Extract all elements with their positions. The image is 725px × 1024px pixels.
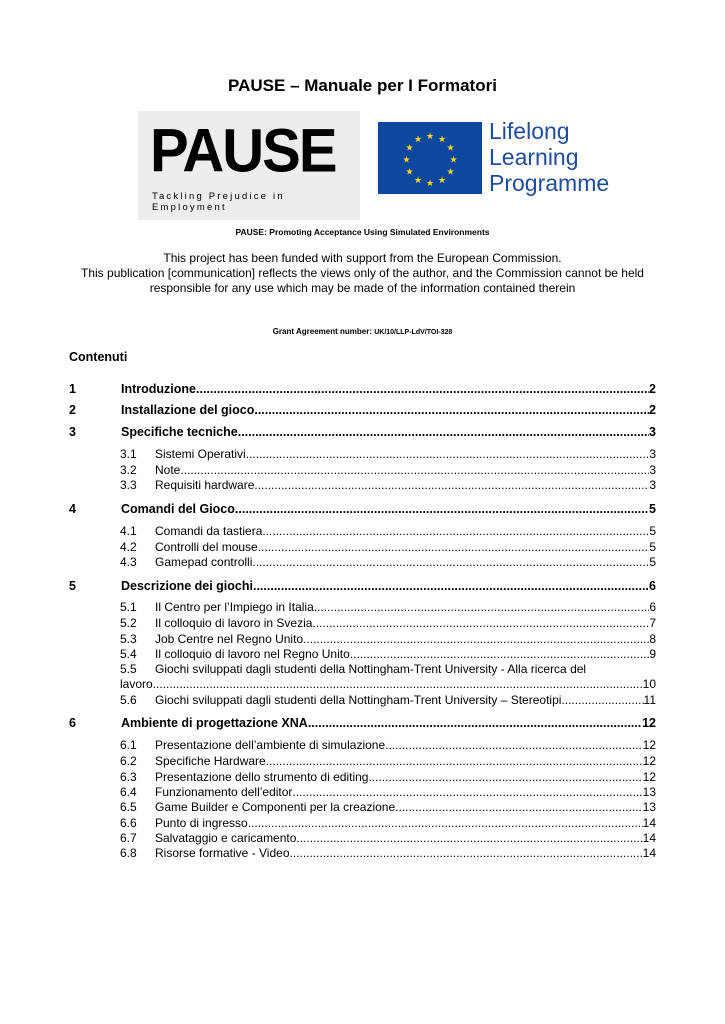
toc-entry-link[interactable] — [155, 478, 656, 492]
toc-entry-page: 10 — [642, 677, 656, 691]
toc-entry-page: 12 — [642, 770, 656, 784]
toc-entry-label: Sistemi Operativi — [155, 447, 246, 461]
toc-leader-dots — [254, 478, 649, 492]
svg-text:★: ★ — [425, 179, 435, 189]
toc-entry-number: 5.5 — [120, 662, 137, 676]
toc-leader-dots — [290, 846, 643, 860]
toc-leader-dots — [395, 800, 643, 814]
toc-entry-page: 3 — [649, 463, 656, 477]
svg-text:★: ★ — [413, 135, 423, 145]
toc-leader-dots — [350, 647, 650, 661]
toc-leader-dots — [385, 738, 643, 752]
toc-entry-number: 5.1 — [120, 600, 137, 614]
toc-entry-label: Giochi sviluppati dagli studenti della Nottingham-Trent University – Stereotipi — [155, 693, 562, 707]
toc-entry-link[interactable] — [155, 738, 656, 752]
toc-entry-link[interactable] — [155, 632, 656, 646]
toc-entry-link[interactable] — [121, 403, 656, 417]
toc-entry-label: Il colloquio di lavoro in Svezia — [155, 616, 313, 630]
toc-entry-link[interactable] — [155, 600, 656, 614]
grant-number: UK/10/LLP-LdV/TOI-328 — [374, 329, 453, 336]
funding-line: This project has been funded with support from the European Commission. — [163, 251, 562, 265]
toc-entry-page: 8 — [649, 632, 656, 646]
toc-leader-dots — [314, 600, 650, 614]
toc-entry-link[interactable] — [155, 693, 656, 707]
toc-entry-label: Introduzione — [121, 382, 196, 396]
toc-entry-page: 2 — [649, 403, 656, 417]
toc-entry-label: Punto di ingresso — [155, 816, 248, 830]
toc-entry-label: Job Centre nel Regno Unito — [155, 632, 304, 646]
toc-entry-number: 6.6 — [120, 816, 137, 830]
svg-text:★: ★ — [405, 143, 414, 154]
toc-entry-page: 3 — [649, 447, 656, 461]
toc-entry-number: 4.2 — [120, 540, 137, 554]
toc-entry-link[interactable] — [155, 754, 656, 768]
svg-text:★: ★ — [402, 155, 411, 166]
toc-entry-label: Requisiti hardware — [155, 478, 255, 492]
toc-entry-label: Specifiche tecniche — [121, 425, 238, 439]
pause-logo-tagline: Tackling Prejudice in Employment — [152, 191, 285, 213]
toc-leader-dots — [153, 677, 643, 691]
toc-leader-dots — [254, 403, 649, 417]
toc-entry-number: 1 — [69, 382, 76, 396]
document-title: PAUSE – Manuale per I Formatori — [228, 76, 497, 95]
toc-entry-link[interactable] — [155, 846, 656, 860]
toc-entry-link[interactable] — [121, 502, 656, 516]
llp-logo-line: Programme — [489, 170, 610, 196]
funding-disclaimer — [40, 251, 685, 296]
toc-entry-number: 3.3 — [120, 478, 137, 492]
toc-entry-page: 11 — [643, 693, 656, 707]
toc-entry-label: Ambiente di progettazione XNA — [121, 716, 308, 730]
toc-entry-number: 6.1 — [120, 738, 137, 752]
svg-text:★: ★ — [425, 132, 435, 142]
llp-logo-line: Lifelong — [489, 118, 570, 144]
svg-text:★: ★ — [446, 143, 455, 154]
toc-entry-label: Presentazione dell’ambiente di simulazione — [155, 738, 386, 752]
toc-entry-page: 5 — [649, 502, 656, 516]
toc-entry-page: 5 — [649, 540, 656, 554]
toc-leader-dots — [561, 693, 643, 707]
toc-entry-number: 6.8 — [120, 846, 137, 860]
toc-entry-number: 6.7 — [120, 831, 137, 845]
toc-entry-link[interactable] — [155, 540, 656, 554]
toc-entry-label: Presentazione dello strumento di editing — [155, 770, 369, 784]
toc-entry-link[interactable] — [155, 463, 656, 477]
llp-logo-line: Learning — [489, 144, 579, 170]
toc-leader-dots — [266, 754, 643, 768]
toc-entry-label: lavoro — [120, 677, 153, 691]
toc-entry-link[interactable] — [155, 831, 656, 845]
toc-entry-number: 5.6 — [120, 693, 137, 707]
toc-leader-dots — [303, 632, 649, 646]
toc-entry-page: 12 — [642, 716, 656, 730]
toc-entry-page: 7 — [649, 616, 656, 630]
toc-entry-page: 13 — [642, 800, 656, 814]
toc-entry-number: 6.3 — [120, 770, 137, 784]
svg-text:★: ★ — [446, 167, 455, 178]
toc-entry-number: 4.1 — [120, 524, 137, 538]
toc-entry-number: 6.5 — [120, 800, 137, 814]
toc-entry-link[interactable] — [120, 677, 656, 691]
toc-entry-link[interactable] — [155, 770, 656, 784]
toc-leader-dots — [312, 616, 649, 630]
toc-entry-page: 12 — [642, 738, 656, 752]
toc-entry-number: 4 — [69, 502, 76, 516]
svg-text:★: ★ — [437, 135, 447, 145]
llp-logo — [489, 118, 609, 196]
eu-flag-icon — [378, 122, 482, 194]
toc-entry-number: 5.2 — [120, 616, 137, 630]
toc-leader-dots — [308, 716, 642, 730]
svg-text:★: ★ — [437, 176, 447, 186]
toc-entry-page: 9 — [649, 647, 656, 661]
funding-line: responsible for any use which may be made of the information contained therein — [149, 281, 576, 295]
toc-entry-link[interactable] — [155, 447, 656, 461]
toc-leader-dots — [296, 831, 642, 845]
toc-leader-dots — [252, 555, 649, 569]
toc-entry-link[interactable] — [155, 785, 656, 799]
toc-entry-label: Comandi da tastiera — [155, 524, 263, 538]
toc-entry-label: Note — [155, 463, 181, 477]
toc-leader-dots — [262, 524, 649, 538]
toc-entry-label: Funzionamento dell’editor — [155, 785, 293, 799]
toc-entry-number: 5.4 — [120, 647, 137, 661]
grant-label: Grant Agreement number: — [272, 327, 372, 336]
toc-entry-number: 5.3 — [120, 632, 137, 646]
svg-text:★: ★ — [413, 176, 423, 186]
toc-entry-number: 3 — [69, 425, 76, 439]
toc-entry-label: Installazione del gioco — [121, 403, 255, 417]
toc-heading: Contenuti — [69, 350, 128, 364]
toc-entry-number: 6.4 — [120, 785, 137, 799]
toc-entry-link[interactable] — [121, 579, 656, 593]
toc-entry-label: Il colloquio di lavoro nel Regno Unito — [155, 647, 350, 661]
toc-entry-page: 14 — [642, 846, 656, 860]
toc-entry-link[interactable] — [155, 816, 656, 830]
toc-leader-dots — [253, 579, 649, 593]
toc-entry-page: 2 — [649, 382, 656, 396]
toc-entry-label: Gamepad controlli — [155, 555, 253, 569]
toc-entry-number: 4.3 — [120, 555, 137, 569]
grant-agreement — [0, 327, 725, 336]
toc-leader-dots — [238, 425, 649, 439]
toc-entry-page: 6 — [649, 600, 656, 614]
toc-entry-page: 5 — [649, 524, 656, 538]
toc-entry-link[interactable] — [155, 616, 656, 630]
toc-entry-label: Descrizione dei giochi — [121, 579, 253, 593]
toc-entry-page: 5 — [649, 555, 656, 569]
toc-entry-page: 14 — [642, 831, 656, 845]
toc-entry-page: 3 — [649, 478, 656, 492]
toc-entry-link[interactable] — [155, 800, 656, 814]
toc-leader-dots — [196, 382, 649, 396]
toc-entry-label: Risorse formative - Video — [155, 846, 290, 860]
toc-leader-dots — [292, 785, 642, 799]
toc-entry-number: 3.2 — [120, 463, 137, 477]
toc-entry-link[interactable] — [121, 716, 656, 730]
toc-entry-page: 6 — [649, 579, 656, 593]
toc-entry-number: 3.1 — [120, 447, 137, 461]
toc-entry-label: Game Builder e Componenti per la creazione — [155, 800, 396, 814]
svg-text:★: ★ — [449, 155, 458, 166]
toc-entry-page: 13 — [642, 785, 656, 799]
toc-entry-label: Specifiche Hardware — [155, 754, 266, 768]
toc-entry-page: 12 — [642, 754, 656, 768]
toc-leader-dots — [248, 816, 643, 830]
toc-entry-label: Controlli del mouse — [155, 540, 258, 554]
toc-entry-number: 5 — [69, 579, 76, 593]
toc-entry-link[interactable] — [121, 382, 656, 396]
toc-leader-dots — [368, 770, 642, 784]
funding-line: This publication [communication] reflects the views only of the author, and the Commission cannot be held — [81, 266, 644, 280]
pause-logo-word: PAUSE — [150, 116, 336, 186]
toc-entry-number: 6 — [69, 716, 76, 730]
toc-leader-dots — [258, 540, 650, 554]
toc-entry-link[interactable] — [155, 524, 656, 538]
toc-entry-label: Comandi del Gioco — [121, 502, 235, 516]
toc-entry-number: 6.2 — [120, 754, 137, 768]
svg-text:★: ★ — [405, 167, 414, 178]
toc-entry-page: 14 — [642, 816, 656, 830]
toc-entry-link[interactable] — [155, 647, 656, 661]
toc-leader-dots — [235, 502, 649, 516]
toc-entry-page: 3 — [649, 425, 656, 439]
toc-entry-label: Il Centro per l’Impiego in Italia — [155, 600, 314, 614]
document-subtitle: PAUSE: Promoting Acceptance Using Simulated Environments — [235, 227, 490, 237]
toc-entry-label: Salvataggio e caricamento — [155, 831, 297, 845]
toc-entry-link[interactable]: Giochi sviluppati dagli studenti della Nottingham-Trent University - Alla ricerca del — [155, 662, 587, 676]
toc-entry-link[interactable] — [155, 555, 656, 569]
toc-entry-link[interactable] — [121, 425, 656, 439]
toc-entry-number: 2 — [69, 403, 76, 417]
toc-leader-dots — [180, 463, 649, 477]
pause-logo — [138, 111, 360, 220]
toc-leader-dots — [246, 447, 650, 461]
